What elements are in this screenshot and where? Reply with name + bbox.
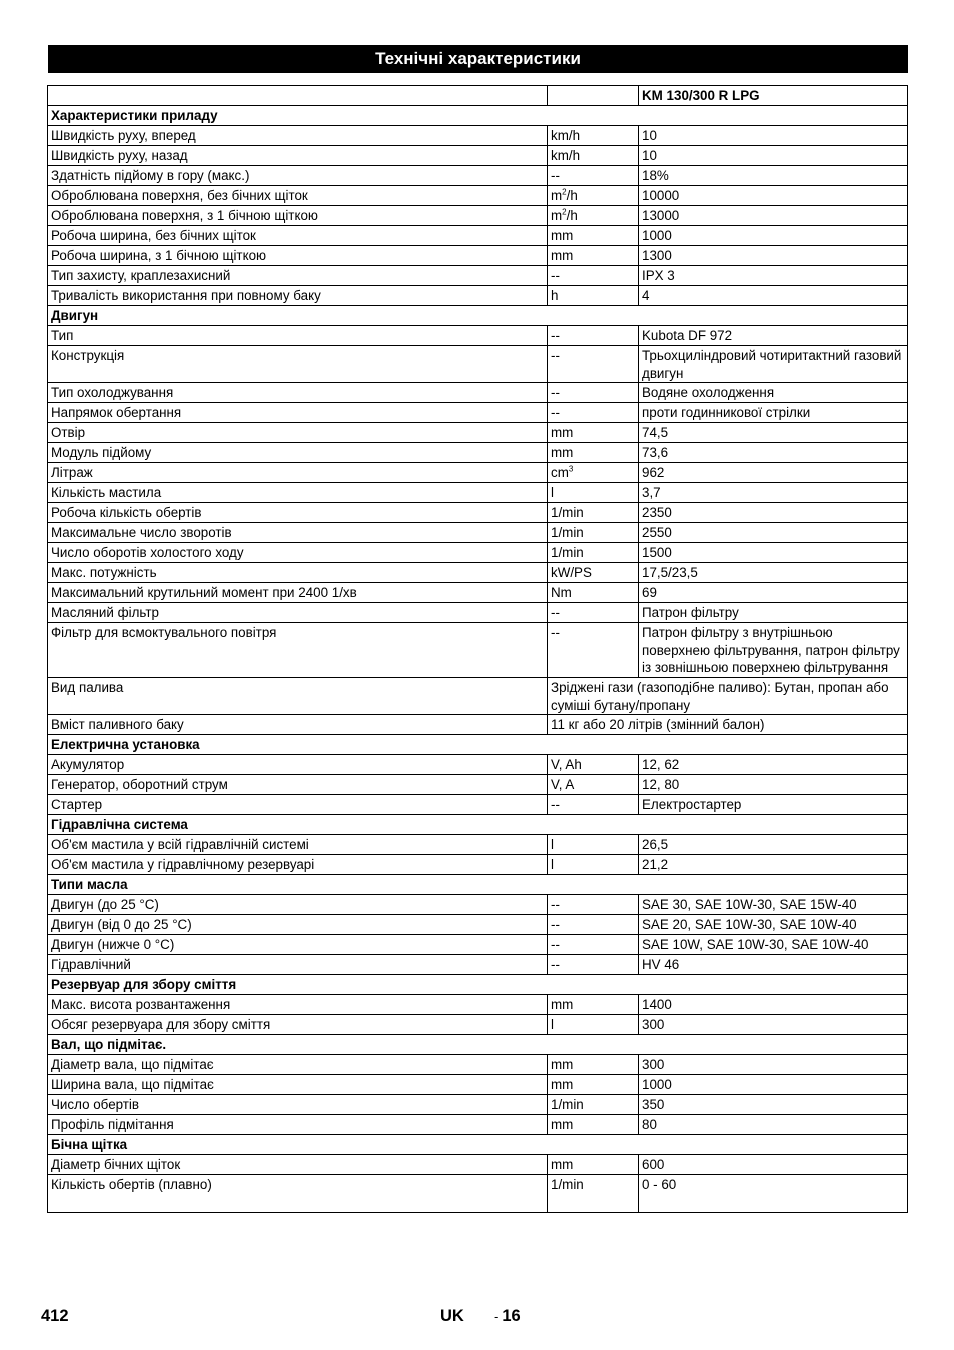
parameter-unit: mm bbox=[548, 443, 639, 463]
parameter-name: Напрямок обертання bbox=[48, 403, 548, 423]
parameter-value: 0 - 60 bbox=[639, 1175, 908, 1213]
table-row bbox=[48, 715, 908, 735]
table-row bbox=[48, 483, 908, 503]
table-row bbox=[48, 543, 908, 563]
section-title: Електрична установка bbox=[48, 735, 908, 755]
header-empty-cell bbox=[548, 86, 639, 106]
parameter-name: Максимальний крутильний момент при 2400 1/хв bbox=[48, 583, 548, 603]
parameter-value: 74,5 bbox=[639, 423, 908, 443]
parameter-name: Конструкція bbox=[48, 346, 548, 383]
parameter-value: 1400 bbox=[639, 995, 908, 1015]
parameter-name: Кількість обертів (плавно) bbox=[48, 1175, 548, 1213]
section-title: Характеристики приладу bbox=[48, 106, 908, 126]
parameter-name: Макс. висота розвантаження bbox=[48, 995, 548, 1015]
parameter-value: 3,7 bbox=[639, 483, 908, 503]
parameter-value: 12, 62 bbox=[639, 755, 908, 775]
parameter-unit: mm bbox=[548, 1055, 639, 1075]
parameter-unit: l bbox=[548, 483, 639, 503]
table-row bbox=[48, 423, 908, 443]
parameter-unit: -- bbox=[548, 346, 639, 383]
parameter-value: Патрон фільтру bbox=[639, 603, 908, 623]
parameter-name: Тривалість використання при повному баку bbox=[48, 286, 548, 306]
sub-page bbox=[494, 1307, 521, 1326]
parameter-value: 73,6 bbox=[639, 443, 908, 463]
section-title: Типи масла bbox=[48, 875, 908, 895]
language-code: UK bbox=[440, 1307, 464, 1325]
parameter-value: 13000 bbox=[639, 206, 908, 226]
table-row bbox=[48, 126, 908, 146]
parameter-value: 1500 bbox=[639, 543, 908, 563]
parameter-value: 300 bbox=[639, 1015, 908, 1035]
parameter-unit: -- bbox=[548, 955, 639, 975]
table-row bbox=[48, 286, 908, 306]
parameter-value: HV 46 bbox=[639, 955, 908, 975]
parameter-unit: -- bbox=[548, 603, 639, 623]
parameter-value: 962 bbox=[639, 463, 908, 483]
table-row bbox=[48, 1055, 908, 1075]
sub-page-number: 16 bbox=[502, 1307, 521, 1325]
table-row bbox=[48, 383, 908, 403]
parameter-unit: mm bbox=[548, 995, 639, 1015]
section-header-row bbox=[48, 1135, 908, 1155]
table-row bbox=[48, 895, 908, 915]
parameter-name: Фільтр для всмоктувального повітря bbox=[48, 623, 548, 678]
parameter-value: 2350 bbox=[639, 503, 908, 523]
table-header-row bbox=[48, 86, 908, 106]
table-row bbox=[48, 1075, 908, 1095]
parameter-name: Ширина вала, що підмітає bbox=[48, 1075, 548, 1095]
parameter-value: Електростартер bbox=[639, 795, 908, 815]
parameter-name: Діаметр вала, що підмітає bbox=[48, 1055, 548, 1075]
table-row bbox=[48, 677, 908, 714]
table-row bbox=[48, 1115, 908, 1135]
parameter-value: SAE 30, SAE 10W-30, SAE 15W-40 bbox=[639, 895, 908, 915]
table-row bbox=[48, 603, 908, 623]
parameter-name: Робоча ширина, без бічних щіток bbox=[48, 226, 548, 246]
parameter-name: Двигун (нижче 0 °C) bbox=[48, 935, 548, 955]
parameter-name: Макс. потужність bbox=[48, 563, 548, 583]
parameter-unit: -- bbox=[548, 326, 639, 346]
parameter-name: Профіль підмітання bbox=[48, 1115, 548, 1135]
table-row bbox=[48, 955, 908, 975]
parameter-unit: 1/min bbox=[548, 1175, 639, 1213]
parameter-unit: 1/min bbox=[548, 1095, 639, 1115]
section-header-row bbox=[48, 815, 908, 835]
parameter-value: 1000 bbox=[639, 1075, 908, 1095]
parameter-unit: -- bbox=[548, 166, 639, 186]
parameter-value: 10 bbox=[639, 126, 908, 146]
parameter-unit: -- bbox=[548, 266, 639, 286]
parameter-value: SAE 10W, SAE 10W-30, SAE 10W-40 bbox=[639, 935, 908, 955]
parameter-unit: h bbox=[548, 286, 639, 306]
parameter-value: SAE 20, SAE 10W-30, SAE 10W-40 bbox=[639, 915, 908, 935]
parameter-unit: -- bbox=[548, 795, 639, 815]
parameter-name: Двигун (до 25 °C) bbox=[48, 895, 548, 915]
parameter-unit: V, A bbox=[548, 775, 639, 795]
parameter-value: 1300 bbox=[639, 246, 908, 266]
parameter-value: Водяне охолодження bbox=[639, 383, 908, 403]
section-header-row bbox=[48, 306, 908, 326]
parameter-unit: -- bbox=[548, 915, 639, 935]
section-title: Вал, що підмітає. bbox=[48, 1035, 908, 1055]
table-row bbox=[48, 835, 908, 855]
table-row bbox=[48, 583, 908, 603]
parameter-value: 17,5/23,5 bbox=[639, 563, 908, 583]
parameter-name: Робоча кількість обертів bbox=[48, 503, 548, 523]
parameter-unit: $m^2/h$ bbox=[548, 186, 639, 206]
table-row bbox=[48, 1175, 908, 1213]
table-row bbox=[48, 523, 908, 543]
table-row bbox=[48, 186, 908, 206]
parameter-name: Швидкість руху, вперед bbox=[48, 126, 548, 146]
parameter-unit: l bbox=[548, 1015, 639, 1035]
parameter-unit: -- bbox=[548, 383, 639, 403]
table-row bbox=[48, 443, 908, 463]
table-row bbox=[48, 463, 908, 483]
parameter-value: проти годинникової стрілки bbox=[639, 403, 908, 423]
parameter-name: Здатність підйому в гору (макс.) bbox=[48, 166, 548, 186]
table-row bbox=[48, 1015, 908, 1035]
parameter-value: Kubota DF 972 bbox=[639, 326, 908, 346]
parameter-value: 10 bbox=[639, 146, 908, 166]
parameter-name: Діаметр бічних щіток bbox=[48, 1155, 548, 1175]
table-row bbox=[48, 623, 908, 678]
section-header-row bbox=[48, 975, 908, 995]
parameter-unit: 1/min bbox=[548, 503, 639, 523]
table-row bbox=[48, 795, 908, 815]
parameter-name: Число обертів bbox=[48, 1095, 548, 1115]
table-row bbox=[48, 403, 908, 423]
parameter-name: Генератор, оборотний струм bbox=[48, 775, 548, 795]
parameter-value: Зріджені гази (газоподібне паливо): Бутан, пропан або суміші бутану/пропану bbox=[548, 677, 908, 714]
parameter-name: Отвір bbox=[48, 423, 548, 443]
table-row bbox=[48, 226, 908, 246]
parameter-name: Робоча ширина, з 1 бічною щіткою bbox=[48, 246, 548, 266]
parameter-name: Масляний фільтр bbox=[48, 603, 548, 623]
table-row bbox=[48, 995, 908, 1015]
parameter-unit: V, Ah bbox=[548, 755, 639, 775]
table-row bbox=[48, 503, 908, 523]
section-header-row bbox=[48, 875, 908, 895]
table-row bbox=[48, 855, 908, 875]
parameter-name: Тип охолоджування bbox=[48, 383, 548, 403]
table-row bbox=[48, 326, 908, 346]
parameter-name: Швидкість руху, назад bbox=[48, 146, 548, 166]
parameter-unit: l bbox=[548, 835, 639, 855]
table-row bbox=[48, 266, 908, 286]
parameter-name: Число оборотів холостого ходу bbox=[48, 543, 548, 563]
section-title: Гідравлічна система bbox=[48, 815, 908, 835]
parameter-value: 11 кг або 20 літрів (змінний балон) bbox=[548, 715, 908, 735]
parameter-name: Тип bbox=[48, 326, 548, 346]
parameter-name: Гідравлічний bbox=[48, 955, 548, 975]
parameter-unit: mm bbox=[548, 1115, 639, 1135]
parameter-unit: 1/min bbox=[548, 543, 639, 563]
parameter-name: Вид палива bbox=[48, 677, 548, 714]
parameter-name: Кількість мастила bbox=[48, 483, 548, 503]
table-row bbox=[48, 1155, 908, 1175]
parameter-unit: mm bbox=[548, 423, 639, 443]
parameter-unit: mm bbox=[548, 1155, 639, 1175]
page-dash: - bbox=[494, 1309, 499, 1324]
parameter-unit: km/h bbox=[548, 126, 639, 146]
table-row bbox=[48, 346, 908, 383]
parameter-unit: $cm^3$ bbox=[548, 463, 639, 483]
parameter-name: Стартер bbox=[48, 795, 548, 815]
parameter-value: 26,5 bbox=[639, 835, 908, 855]
section-title: Бічна щітка bbox=[48, 1135, 908, 1155]
parameter-value: 600 bbox=[639, 1155, 908, 1175]
parameter-name: Вміст паливного баку bbox=[48, 715, 548, 735]
table-row bbox=[48, 755, 908, 775]
parameter-name: Тип захисту, краплезахисний bbox=[48, 266, 548, 286]
parameter-unit: km/h bbox=[548, 146, 639, 166]
parameter-unit: mm bbox=[548, 1075, 639, 1095]
parameter-value: 350 bbox=[639, 1095, 908, 1115]
parameter-name: Обсяг резервуара для збору сміття bbox=[48, 1015, 548, 1035]
parameter-value: 10000 bbox=[639, 186, 908, 206]
parameter-name: Оброблювана поверхня, без бічних щіток bbox=[48, 186, 548, 206]
parameter-unit: l bbox=[548, 855, 639, 875]
parameter-value: IPX 3 bbox=[639, 266, 908, 286]
parameter-value: 18% bbox=[639, 166, 908, 186]
table-row bbox=[48, 935, 908, 955]
parameter-name: Модуль підйому bbox=[48, 443, 548, 463]
parameter-unit: $m^2/h$ bbox=[548, 206, 639, 226]
page-title: Технічні характеристики bbox=[48, 45, 908, 73]
table-row bbox=[48, 206, 908, 226]
section-title: Резервуар для збору сміття bbox=[48, 975, 908, 995]
table-row bbox=[48, 246, 908, 266]
section-header-row bbox=[48, 735, 908, 755]
parameter-unit: kW/PS bbox=[548, 563, 639, 583]
parameter-value: 69 bbox=[639, 583, 908, 603]
table-row bbox=[48, 775, 908, 795]
parameter-value: 1000 bbox=[639, 226, 908, 246]
parameter-name: Акумулятор bbox=[48, 755, 548, 775]
parameter-name: Об'єм мастила у всій гідравлічній системі bbox=[48, 835, 548, 855]
parameter-unit: mm bbox=[548, 246, 639, 266]
parameter-unit: 1/min bbox=[548, 523, 639, 543]
parameter-value: 2550 bbox=[639, 523, 908, 543]
parameter-value: Патрон фільтру з внутрішньою поверхнею фільтрування, патрон фільтру із зовнішньою поверхнею фільтрування bbox=[639, 623, 908, 678]
parameter-unit: -- bbox=[548, 403, 639, 423]
parameter-value: 21,2 bbox=[639, 855, 908, 875]
parameter-name: Літраж bbox=[48, 463, 548, 483]
spec-table bbox=[47, 85, 908, 1213]
parameter-unit: Nm bbox=[548, 583, 639, 603]
parameter-unit: mm bbox=[548, 226, 639, 246]
section-header-row bbox=[48, 1035, 908, 1055]
table-row bbox=[48, 563, 908, 583]
parameter-name: Оброблювана поверхня, з 1 бічною щіткою bbox=[48, 206, 548, 226]
parameter-value: Трьохциліндровий чотиритактний газовий двигун bbox=[639, 346, 908, 383]
parameter-unit: -- bbox=[548, 895, 639, 915]
parameter-value: 4 bbox=[639, 286, 908, 306]
table-row bbox=[48, 915, 908, 935]
page-number: 412 bbox=[41, 1307, 69, 1325]
section-header-row bbox=[48, 106, 908, 126]
section-title: Двигун bbox=[48, 306, 908, 326]
parameter-value: 80 bbox=[639, 1115, 908, 1135]
table-row bbox=[48, 1095, 908, 1115]
parameter-unit: -- bbox=[548, 935, 639, 955]
spec-table-body bbox=[48, 86, 908, 1213]
parameter-name: Двигун (від 0 до 25 °C) bbox=[48, 915, 548, 935]
parameter-name: Максимальне число зворотів bbox=[48, 523, 548, 543]
parameter-name: Об'єм мастила у гідравлічному резервуарі bbox=[48, 855, 548, 875]
parameter-value: 12, 80 bbox=[639, 775, 908, 795]
header-empty-cell bbox=[48, 86, 548, 106]
parameter-value: 300 bbox=[639, 1055, 908, 1075]
table-row bbox=[48, 166, 908, 186]
model-name: KM 130/300 R LPG bbox=[639, 86, 908, 106]
parameter-unit: -- bbox=[548, 623, 639, 678]
table-row bbox=[48, 146, 908, 166]
